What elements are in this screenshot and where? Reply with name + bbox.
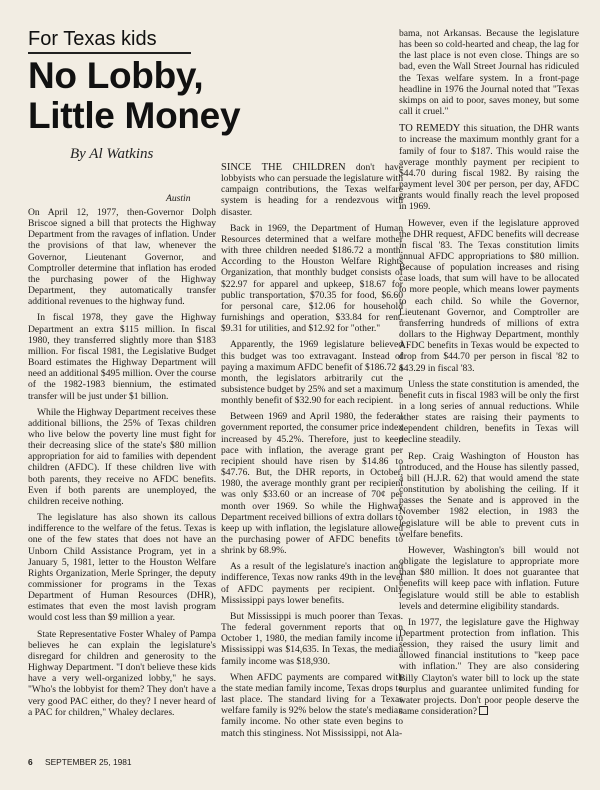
issue-date: SEPTEMBER 25, 1981 [45,757,132,767]
col2-paragraph: As a result of the legislature's inaction and indifference, Texas now ranks 49th in the level of AFDC payments per recipient. Only Mississippi pays lower benefits. [221,561,403,606]
col3-paragraph: Rep. Craig Washington of Houston has introduced, and the House has silently passed, a bill (H.J.R. 62) that would amend the state constitution by abolishing the ceiling. If it passes the Senate and is approved in the November 1982 election, in 1983 the legislature will be able to prevent cuts in welfare benefits. [399,450,579,540]
col3-lead-paragraph [399,123,579,212]
col2-paragraph: But Mississippi is much poorer than Texas. The federal government reports that on October 1, 1980, the median family income in Mississippi was $14,635. In Texas, the median family income was $18,930. [221,610,403,667]
byline: By Al Watkins [70,146,154,162]
column-2 [221,162,403,744]
col1-paragraph: While the Highway Department receives these additional billions, the 25% of Texas children who live below the poverty line must fight for their decreasing slice of the state's $80 million appropriation for aid to families with dependent children (AFDC). If these children live with both parents, they receive no AFDC benefits. Even if both parents are unemployed, the children receive nothing. [28,406,216,507]
dateline: Austin [166,193,191,204]
col3-final-text: In 1977, the legislature gave the Highway Department protection from inflation. This session, they raised the usury limit and allowed financial institutions to "keep pace with inflation." They are also considering Billy Clayton's water bill to lock up the state surplus and guarantee unlimited funding for water projects. Don't poor people deserve the same consideration? [399,616,579,718]
col3-paragraph: Unless the state constitution is amended, the benefit cuts in fiscal 1983 will be only the first in a long series of annual reductions. While other states are raising their payments to dependent children, benefits in Texas will decline steadily. [399,378,579,446]
col3-paragraph [399,617,579,717]
page-number: 6 [28,757,33,767]
col1-paragraph: State Representative Foster Whaley of Pampa believes he can explain the legislature's disregard for children and generosity to the Highway Department. "I don't believe these kids have a very well-organized lobby," he says. "Who's the lobbyist for them? They don't have a very good PAC either, do they? I never heard of a PAC for children," Whaley declares. [28,628,216,718]
col2-paragraph: When AFDC payments are compared with the state median family income, Texas drops to last place. The standard living for a Texas welfare family is 92% below the state's median family income. No other state even begins to match this stinginess. Not Mississippi, not Ala- [221,671,403,739]
column-1 [28,207,216,723]
col1-paragraph: The legislature has also shown its callous indifference to the welfare of the fetus. Texas is one of the few states that does not have an Unborn Child Assistance Program, yet in a January 5, 1981, letter to the Houston Welfare Rights Organization, Merle Springer, the deputy commissioner for programs in the Texas Department of Human Resources (DHR), estimates that even the most lavish program would cost less than $9 million a year. [28,512,216,624]
col2-paragraph: Back in 1969, the Department of Human Resources determined that a welfare mother with three children needed $186.72 a month. According to the Houston Welfare Rights Organization, that monthly budget consists of $22.97 for apparel and upkeep, $18.67 for public transportation, $70.35 for food, $6.60 for personal care, $12.06 for household furnishings and operation, $33.84 for rent, $9.31 for utilities, and $12.92 for "other." [221,222,403,335]
col3-lead-rest: this situation, the DHR wants to increase the maximum monthly grant for a family of four to $187. This would raise the average monthly payment per recipient to $44.70 during fiscal 1982. By raising the payment level 30¢ per person, per day, AFDC grants would finally reach the level proposed in 1969. [399,123,580,213]
headline [28,56,268,136]
col2-lead-paragraph [221,162,403,218]
col3-continuation: bama, not Arkansas. Because the legislature has been so cold-hearted and cheap, the lag for the last place is not even close. Things are so bad, even the Wall Street Journal has ridiculed the Texas welfare system. In a front-page headline in 1976 the Journal noted that "Texas skimps on aid to poor, saves money, but some call it cruel." [399,28,579,118]
col3-lead-caps: TO REMEDY [399,123,461,135]
headline-line-2: Little Money [28,95,241,136]
col1-paragraph: On April 12, 1977, then-Governor Dolph Briscoe signed a bill that protects the Highway Department from the ravages of inflation. Under the provisions of that law, whenever the Governor, Lieutenant Governor, and Comptroller determine that inflation has eroded the purchasing power of the Highway Department, they automatically transfer additional revenues to the highway fund. [28,207,216,308]
page-footer [28,757,132,767]
headline-line-1: No Lobby, [28,55,204,96]
col1-paragraph: In fiscal 1978, they gave the Highway Department an extra $115 million. In fiscal 1980, they transferred slightly more than $183 million. For fiscal 1981, the Legislative Budget Board estimates the Highway Department will need an additional $495 million. Over the course of the 1982-1983 biennium, the estimated transfer will be just under $1 billion. [28,312,216,402]
column-3 [399,28,579,722]
kicker: For Texas kids [28,28,157,50]
col3-paragraph: However, Washington's bill would not obligate the legislature to appropriate more than $80 million. It does not guarantee that benefits will keep pace with inflation. Future legislature would still be able to establish levels and determine eligibility standards. [399,544,579,612]
col2-paragraph: Apparently, the 1969 legislature believed this budget was too extravagant. Instead of paying a maximum AFDC benefit of $186.72 a month, the legislators arbitrarily cut the subsistence budget by 25% and set a maximum monthly benefit of $32.90 for each recipient. [221,339,403,407]
col2-lead-rest: don't have lobbyists who can persuade the legislature with campaign contributions, the Texas welfare system is heading for a rendezvous with disaster. [221,162,403,218]
end-mark-icon [479,706,488,715]
kicker-rule [28,52,191,54]
col3-paragraph: However, even if the legislature approved the DHR request, AFDC benefits will decrease in fiscal '83. The Texas constitution limits annual AFDC appropriations to $80 million. Because of population increases and rising case loads, that sum will have to be allocated to more people, which means lower payments to each child. So while the Governor, Lieutenant Governor, and Comptroller are transferring hundreds of millions of extra dollars to the Highway Department, monthly AFDC benefits in Texas would be expected to drop from $44.70 per person in fiscal '82 to $43.29 in fiscal '83. [399,217,579,374]
col2-lead-caps: SINCE THE CHILDREN [221,162,346,173]
col2-paragraph: Between 1969 and April 1980, the federal government reported, the consumer price index increased by 45.2%. Therefore, just to keep pace with inflation, the average grant per recipient should have risen by $14.86 to $47.76. But, the DHR reports, in October, 1980, the average monthly grant per recipient was only $33.60 or an increase of 70¢ per month over 1969. So while the Highway Department received billions of extra dollars to keep up with inflation, the legislature allowed the purchasing power of AFDC benefits to shrink by 68.9%. [221,411,403,557]
